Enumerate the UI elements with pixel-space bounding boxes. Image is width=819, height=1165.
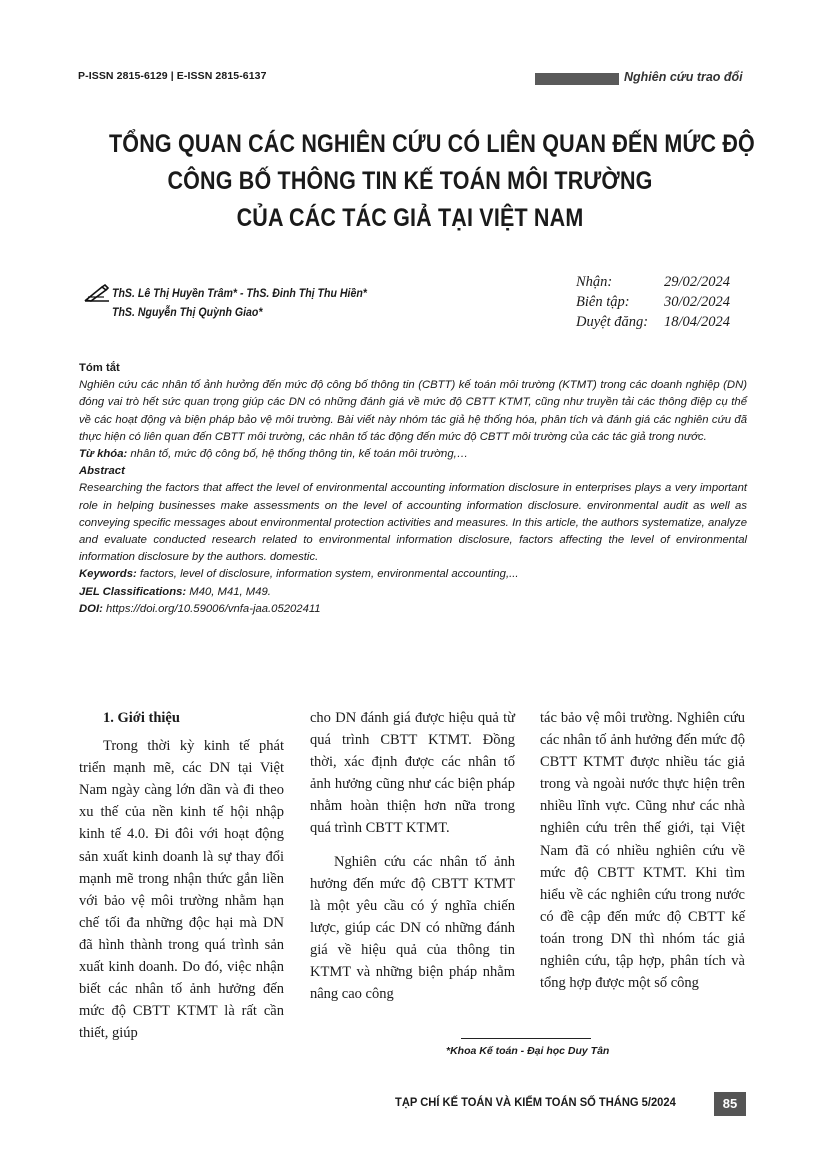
body-column-1: [79, 707, 284, 1044]
date-received: Nhận: 29/02/2024: [576, 274, 731, 290]
authors-line-1: ThS. Lê Thị Huyền Trâm* - ThS. Đinh Thị Thu Hiền*: [112, 288, 367, 300]
authors: [112, 285, 367, 323]
date-edited: Biên tập: 30/02/2024: [576, 294, 731, 310]
section-heading: 1. Giới thiệu: [103, 710, 180, 726]
date-approved: Duyệt đăng: 18/04/2024: [576, 314, 731, 330]
doi-link[interactable]: https://doi.org/10.59006/vnfa-jaa.05202411: [102, 602, 321, 615]
authors-line-2: ThS. Nguyễn Thị Quỳnh Giao*: [112, 307, 263, 319]
section-label: Nghiên cứu trao đổi: [624, 70, 743, 84]
journal-footer: TẠP CHÍ KẾ TOÁN VÀ KIỂM TOÁN SỐ THÁNG 5/2024: [395, 1097, 676, 1109]
page-number: 85: [714, 1092, 746, 1116]
abstract-heading: Abstract: [79, 465, 125, 478]
summary-heading: Tóm tắt: [79, 362, 120, 374]
body-paragraph: Trong thời kỳ kinh tế phát triển mạnh mẽ, các DN tại Việt Nam ngày càng lớn dần và đi theo xu thế của nền kinh tế hội nhập kinh tế 4.0. Đi đôi với hoạt động sản xuất kinh doanh là sự thay đổi mạnh mẽ trong nhận thức gắn liền với bảo vệ môi trường nhằm hạn chế tối đa những độc hại mà DN đã hình thành trong quá trình sản xuất kinh doanh. Do đó, việc nhận biết các nhân tố ảnh hưởng đến mức độ CBTT KTMT là rất cần thiết, giúp: [79, 738, 284, 1042]
doi: DOI: https://doi.org/10.59006/vnfa-jaa.05202411: [79, 602, 321, 615]
body-paragraph: Nghiên cứu các nhân tố ảnh hưởng đến mức độ CBTT KTMT là một yêu cầu có ý nghĩa chiến lược, giúp các DN có những đánh giá về hiệu quả của thông tin KTMT và những biện pháp nhằm nâng cao công: [310, 853, 515, 1003]
footnote: *Khoa Kế toán - Đại học Duy Tân: [446, 1045, 610, 1057]
body-column-3: [540, 707, 745, 994]
body-column-2: [310, 707, 515, 1005]
title-line-2: CÔNG BỐ THÔNG TIN KẾ TOÁN MÔI TRƯỜNG: [167, 167, 653, 195]
body-paragraph: cho DN đánh giá được hiệu quả từ quá trình CBTT KTMT. Đồng thời, xác định được các nhân tố ảnh hưởng cũng như các biện pháp nhằm hoàn thiện hơn nữa trong quá trình CBTT KTMT.: [310, 710, 515, 837]
date-block: [576, 272, 730, 332]
abstract-block: [79, 360, 747, 618]
body-paragraph: tác bảo vệ môi trường. Nghiên cứu các nhân tố ảnh hưởng đến mức độ CBTT KTMT được nhiều tác giả trong và ngoài nước thực hiện trên nhiều lĩnh vực. Cũng như các nhà nghiên cứu trên thế giới, tại Việt Nam đã có nhiều nghiên cứu về mức độ CBTT KTMT. Khi tìm hiểu về các nghiên cứu trong nước có đề cập đến mức độ CBTT kế toán trong DN thì nhóm tác giả nghiên cứu, tập hợp, phân tích và tổng hợp được một số công: [540, 710, 745, 992]
abstract-text: Researching the factors that affect the level of environmental accounting information disclosure in enterprises plays a very important role in helping businesses make assessments on the level of accounting information disclosure. environmental audit as well as conveying specific messages about environmental protection activities and measures. In this article, the authors systematize, analyze and evaluate conducted research related to environmental information disclosure, factors affecting the level of environmental information disclosure by the authors. domestic.: [79, 482, 747, 564]
summary-text: Nghiên cứu các nhân tố ảnh hưởng đến mức độ công bố thông tin (CBTT) kế toán môi trường (KTMT) trong các doanh nghiệp (DN) đóng vai trò hết sức quan trọng giúp các DN có những đánh giá về mức độ CBTT KTMT, cũng như truyền tải các thông điệp cụ thể về các hoạt động và biện pháp bảo vệ môi trường. Bài viết này nhóm tác giả hệ thống hóa, phân tích và đánh giá các nghiên cứu đã thực hiện có liên quan đến CBTT môi trường, các nhân tố tác động đến mức độ CBTT môi trường của các tác giả trong nước.: [79, 379, 747, 443]
title-line-3: CỦA CÁC TÁC GIẢ TẠI VIỆT NAM: [236, 204, 584, 232]
article-title: [109, 126, 755, 237]
issn-line: P-ISSN 2815-6129 | E-ISSN 2815-6137: [78, 70, 267, 82]
section-bar: [535, 73, 619, 85]
abstract-keywords: Keywords: factors, level of disclosure, information system, environmental accounting,...: [79, 568, 519, 581]
footnote-rule: [461, 1038, 591, 1039]
summary-keywords: Từ khóa: nhân tố, mức độ công bố, hệ thống thông tin, kế toán môi trường,…: [79, 448, 469, 461]
jel-classifications: JEL Classifications: M40, M41, M49.: [79, 585, 271, 598]
title-line-1: TỔNG QUAN CÁC NGHIÊN CỨU CÓ LIÊN QUAN ĐẾN MỨC ĐỘ: [109, 130, 755, 158]
pen-icon: [84, 284, 110, 302]
